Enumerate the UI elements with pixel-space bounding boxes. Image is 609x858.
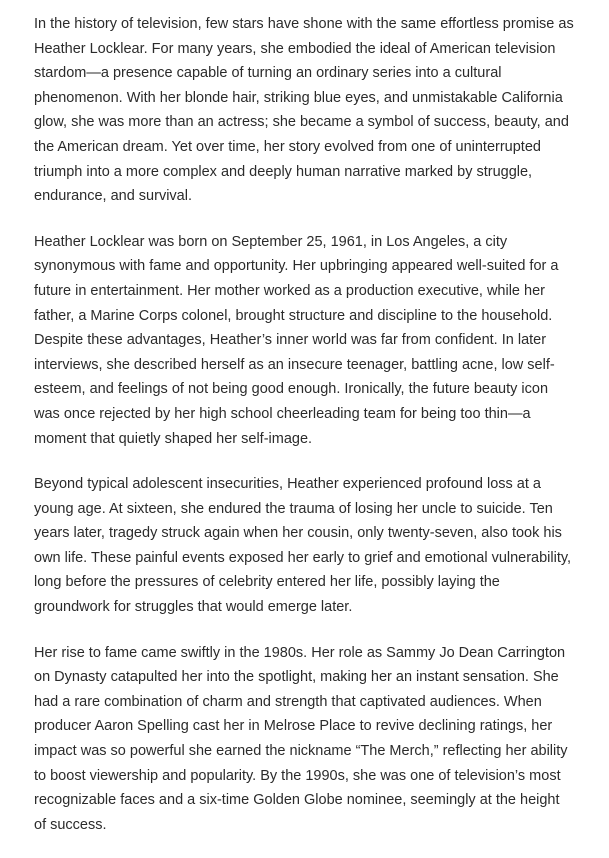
paragraph-early-stardom: In the history of television, few stars have shone with the same effortless promise as Heather Locklear. For many years, she embodied the ideal of American television stardom—a presence capable of turning an ordinary series into a cultural phenomenon. With her blonde hair, striking blue eyes, and unmistakable California glow, she was more than an actress; she became a symbol of success, beauty, and the American dream. Yet over time, her story evolved from one of uninterrupted triumph into a more complex and deeply human narrative marked by struggle, endurance, and survival.	[34, 16, 574, 205]
paragraph-family-loss: Beyond typical adolescent insecurities, Heather experienced profound loss at a young age. At sixteen, she endured the trauma of losing her uncle to suicide. Ten years later, tragedy struck again when her cousin, only twenty-seven, also took his own life. These painful events exposed her early to grief and emotional vulnerability, long before the pressures of celebrity entered her life, possibly laying the groundwork for struggles that would emerge later.	[34, 476, 572, 616]
paragraph-rise-to-fame: Her rise to fame came swiftly in the 1980s. Her role as Sammy Jo Dean Carrington on Dynasty catapulted her into the spotlight, making her an instant sensation. She had a rare combination of charm and strength that captivated audiences. When producer Aaron Spelling cast her in Melrose Place to revive declining ratings, her impact was so powerful she earned the nickname “The Merch,” reflecting her ability to boost viewership and popularity. By the 1990s, she was one of television’s most recognizable faces and a six-time Golden Globe nominee, seemingly at the height of success.	[34, 644, 568, 833]
paragraph-childhood: Heather Locklear was born on September 25, 1961, in Los Angeles, a city synonymous with fame and opportunity. Her upbringing appeared well-suited for a future in entertainment. Her mother worked as a production executive, while her father, a Marine Corps colonel, brought structure and discipline to the household. Despite these advantages, Heather’s inner world was far from confident. In later interviews, she described herself as an insecure teenager, battling acne, low self-esteem, and feelings of not being good enough. Ironically, the future beauty icon was once rejected by her high school cheerleading team for being too thin—a moment that quietly shaped her self-image.	[34, 233, 559, 447]
